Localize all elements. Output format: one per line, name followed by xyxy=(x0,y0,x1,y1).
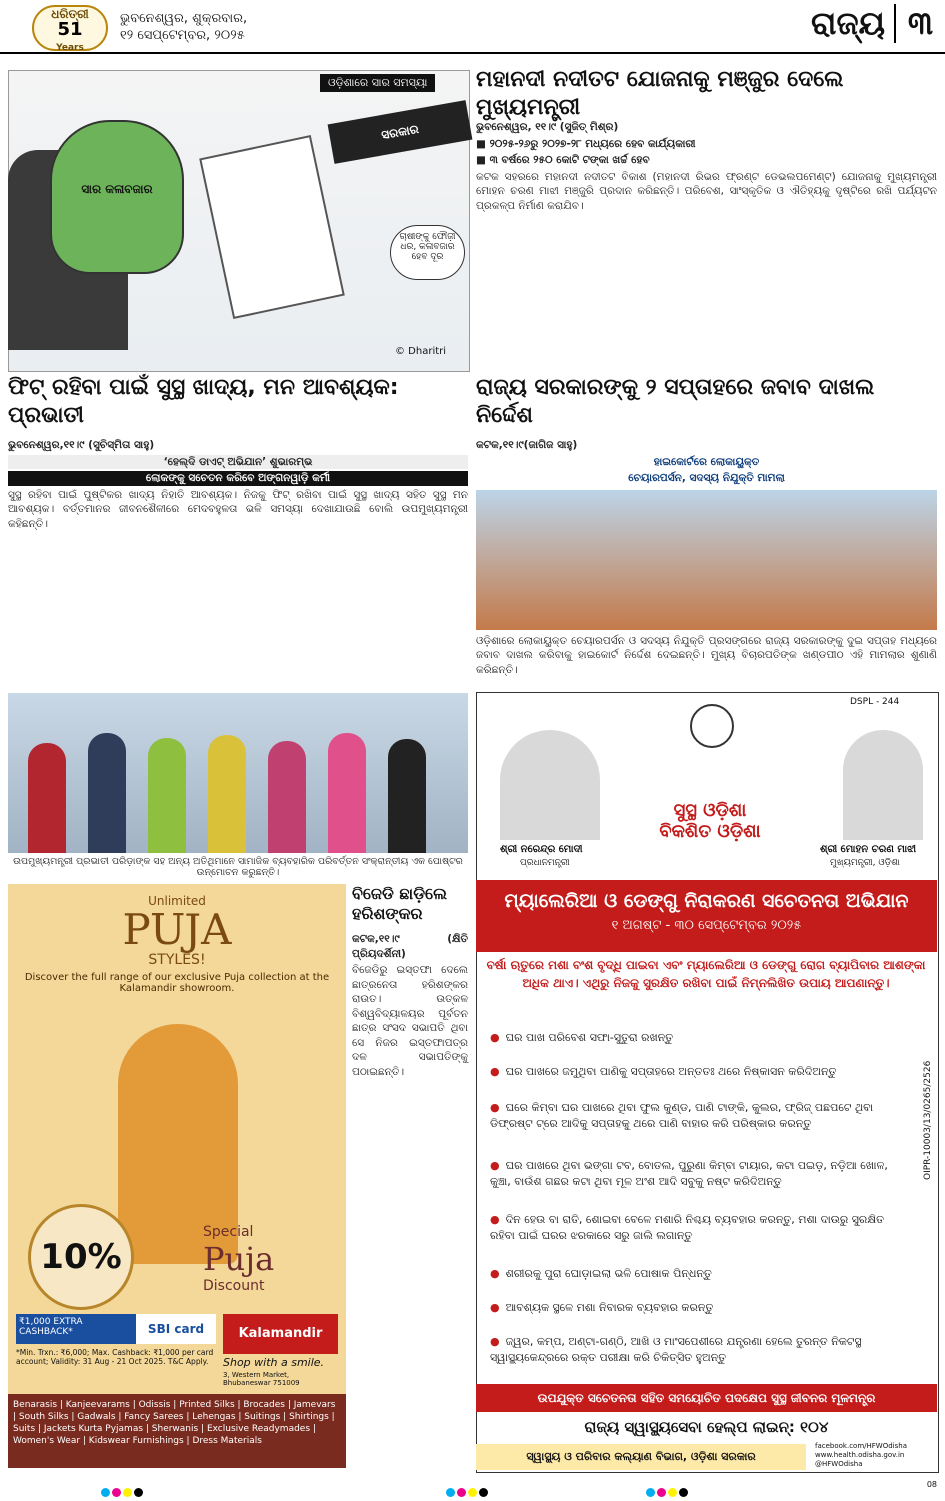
story3-body: ଓଡ଼ିଶାରେ ଲୋକାୟୁକ୍ତ ଚେୟାରପର୍ସନ ଓ ସଦସ୍ୟ ନିଯୁକ୍ତି ପ୍ରସଙ୍ଗରେ ରାଜ୍ୟ ସରକାରଙ୍କୁ ଦୁଇ ସପ୍ତାହ ମଧ୍ୟରେ ଜବାବ ଦାଖଲ କରିବାକୁ ହାଇକୋର୍ଟ ନିର୍ଦ୍ଦେଶ ଦେଇଛନ୍ତି। ମୁଖ୍ୟ ବିଚାରପତିଙ୍କ ଖଣ୍ଡପୀଠ ଏହି ମାମଲାର ଶୁଣାଣି କରିଛନ୍ତି। xyxy=(476,634,937,676)
twitter-link: @HFWOdisha xyxy=(815,1460,863,1468)
story2-column xyxy=(8,438,468,533)
tip-item: ● ଘର ପାଖରେ ଥିବା ଭଙ୍ଗା ଟବ, ବୋତଲ, ପୁରୁଣା କିମ୍ବା ଟାୟାର, କଟା ପଇଡ଼, ନଡ଼ିଆ ଖୋଳ, କୁଞ୍ଚା, ବାଉଁଶ ଗଛର କଟା ଥିବା ମୂଳ ଅଂଶ ଆଦି ସବୁକୁ ନଷ୍ଟ କରିଦିଅନ୍ତୁ xyxy=(490,1158,910,1190)
story3-subhead-1: ହାଇକୋର୍ଟରେ ଲୋକାୟୁକ୍ତ xyxy=(653,455,760,468)
discount-word: Discount xyxy=(203,1278,265,1294)
cm-photo xyxy=(843,730,923,840)
tip-item: ● ଜ୍ୱର, କମ୍ପ, ଅଣ୍ଟା-ଗଣ୍ଠି, ଆଖି ଓ ମାଂସପେଶୀରେ ଯନ୍ତ୍ରଣା ହେଲେ ତୁରନ୍ତ ନିକଟସ୍ଥ ସ୍ୱାସ୍ଥ୍ୟକେନ୍ଦ୍ରରେ ରକ୍ତ ପରୀକ୍ଷା କରି ଚିକିତ୍ସିତ ହୁଅନ୍ତୁ xyxy=(490,1334,910,1366)
photo-person xyxy=(148,738,186,853)
cartoon-speech-bubble: ଚାଷୀଙ୍କୁ ଫୌଜ଼ୀ ଧର, କଳାବଜାର ହେବ ଦୂର xyxy=(390,225,465,280)
event-photo xyxy=(8,693,468,853)
puja-ad-header xyxy=(8,894,346,998)
story1-headline: ମହାନଦୀ ନଦୀତଟ ଯୋଜନାକୁ ମଞ୍ଜୁର ଦେଲେ ମୁଖ୍ୟମନ୍ତ୍ରୀ xyxy=(476,67,844,120)
puja-word: Puja xyxy=(203,1240,275,1278)
puja-ad-unlimited: Unlimited xyxy=(148,894,206,908)
print-registration-strip xyxy=(0,1478,945,1497)
puja-ad-description: Discover the full range of our exclusive Puja collection at the Kalamandir showroom. xyxy=(24,972,330,994)
section-title: ରାଜ୍ୟ xyxy=(811,4,885,42)
story4-dateline: କଟକ,୧୧।୯ (କ୍ଷିତି ପ୍ରିୟଦର୍ଶିନୀ) xyxy=(352,933,468,960)
story2-tag: ‘ହେଲ୍‌ଦି ଡାଏଟ୍ ଅଭିଯାନ’ ଶୁଭାରମ୍ଭ xyxy=(8,455,468,470)
odisha-emblem-icon xyxy=(690,704,734,748)
department-name: ସ୍ୱାସ୍ଥ୍ୟ ଓ ପରିବାର କଲ୍ୟାଣ ବିଭାଗ, ଓଡ଼ିଶା ସରକାର xyxy=(476,1444,806,1470)
pm-role: ପ୍ରଧାନମନ୍ତ୍ରୀ xyxy=(520,858,570,868)
pm-name: ଶ୍ରୀ ନରେନ୍ଦ୍ର ମୋଦୀ xyxy=(500,844,583,855)
dharitri-51-years-logo xyxy=(32,5,108,51)
cm-role: ମୁଖ୍ୟମନ୍ତ୍ରୀ, ଓଡ଼ିଶା xyxy=(830,858,900,868)
story3-column xyxy=(476,438,937,679)
photo-caption: ଉପମୁଖ୍ୟମନ୍ତ୍ରୀ ପ୍ରଭାତୀ ପରିଡ଼ାଙ୍କ ସହ ଅନ୍ୟ ଅତିଥିମାନେ ସାମାଜିକ ବ୍ୟବହାରିକ ପରିବର୍ତ୍ତନ ସଂକ୍ରାନ୍ତୀୟ ଏକ ପୋଷ୍ଟର ଉନ୍ମୋଚନ କରୁଛନ୍ତି। xyxy=(13,856,463,878)
slogan-line-2: ବିକଶିତ ଓଡ଼ିଶା xyxy=(659,821,761,842)
cartoon-sack-label: ସାର କଳାବଜାର xyxy=(81,182,153,196)
story1-column xyxy=(476,120,937,215)
story2-headline: ଫିଟ୍ ରହିବା ପାଇଁ ସୁସ୍ଥ ଖାଦ୍ୟ, ମନ ଆବଶ୍ୟକ: ପ୍ରଭାତୀ xyxy=(8,375,399,428)
facebook-link: facebook.com/HFWOdisha xyxy=(815,1442,907,1450)
story2-subhead: ଲୋକଙ୍କୁ ସଚେତନ କରିବେ ଅଙ୍ଗନୱାଡ଼ି କର୍ମୀ xyxy=(8,471,468,486)
kalamandir-tagline: Shop with a smile. xyxy=(223,1356,325,1369)
campaign-dates: ୧ ଅଗଷ୍ଟ - ୩୦ ସେପ୍ଟେମ୍ବର ୨୦୨୫ xyxy=(611,918,802,933)
tip-item: ● ଦିନ ହେଉ ବା ରାତି, ଶୋଇବା ବେଳେ ମଶାରି ନିଶ୍ଚୟ ବ୍ୟବହାର କରନ୍ତୁ, ମଶା ଦାଉରୁ ସୁରକ୍ଷିତ ରହିବା ପାଇଁ ଘରର ଝରକାରେ ସରୁ ଜାଲି ଲଗାନ୍ତୁ xyxy=(490,1212,910,1244)
cartoon-fertilizer-sack xyxy=(50,120,184,274)
story3-headline: ରାଜ୍ୟ ସରକାରଙ୍କୁ ୨ ସପ୍ତାହରେ ଜବାବ ଦାଖଲ ନିର୍ଦ୍ଦେଶ xyxy=(476,375,875,428)
cartoon-credit: © Dharitri xyxy=(395,346,447,357)
campaign-intro: ବର୍ଷା ଋତୁରେ ମଶା ବଂଶ ବୃଦ୍ଧି ପାଇବା ଏବଂ ମ୍ୟାଲେରିଆ ଓ ଡେଙ୍ଗୁ ରୋଗ ବ୍ୟାପିବାର ଆଶଙ୍କା ଅଧିକ ଥାଏ। ଏଥିରୁ ନିଜକୁ ସୁରକ୍ଷିତ ରଖିବା ପାଇଁ ନିମ୍ନଲିଖିତ ଉପାୟ ଆପଣାନ୍ତୁ। xyxy=(486,958,926,990)
story2-dateline: ଭୁବନେଶ୍ୱର,୧୧।୯ (ସୁଚିସ୍ମିତା ସାହୁ) xyxy=(8,439,155,451)
cartoon-tag: ଓଡ଼ିଶାରେ ସାର ସମସ୍ୟା xyxy=(320,74,435,92)
logo-top-text: ଧରିତ୍ରୀ xyxy=(51,7,89,21)
kalamandir-puja-ad xyxy=(8,884,346,1468)
story1-body: କଟକ ସହରରେ ମହାନଦୀ ନଦୀତଟ ବିକାଶ (ମହାନଦୀ ରିଭର ଫ୍ରଣ୍ଟ ଡେଭଲପମେଣ୍ଟ) ଯୋଜନାକୁ ମୁଖ୍ୟମନ୍ତ୍ରୀ ମୋହନ ଚରଣ ମାଝୀ ମଞ୍ଜୁରି ପ୍ରଦାନ କରିଛନ୍ତି। ପରିବେଶ, ସାଂସ୍କୃତିକ ଓ ଐତିହ୍ୟକୁ ଦୃଷ୍ଟିରେ ରଖି ପର୍ଯ୍ୟଟନ ପ୍ରକଳ୍ପ ନିର୍ମାଣ କରାଯିବ। xyxy=(476,170,937,212)
discount-badge: 10% xyxy=(28,1204,134,1310)
cartoon-government-arm: ସରକାର xyxy=(328,100,473,164)
ad-reference: OIPR-10003/13/0265/2526 xyxy=(923,1060,933,1180)
kalamandir-logo: Kalamandir xyxy=(223,1314,338,1354)
kalamandir-address: 3, Western Market, Bhubaneswar 751009 xyxy=(223,1371,300,1387)
logo-number: 51 xyxy=(57,19,83,40)
dateline xyxy=(120,10,247,44)
cm-name: ଶ୍ରୀ ମୋହନ ଚରଣ ମାଝୀ xyxy=(820,844,917,855)
story1-dateline: ଭୁବନେଶ୍ୱର, ୧୧।୯ (ସୁଜିତ୍ ମିଶ୍ର) xyxy=(476,121,619,133)
photo-person xyxy=(88,733,126,853)
logo-years: Years xyxy=(56,43,84,53)
social-links xyxy=(815,1442,935,1469)
special-word: Special xyxy=(203,1224,254,1240)
dateline-place-day: ଭୁବନେଶ୍ୱର, ଶୁକ୍ରବାର, xyxy=(120,11,248,26)
story1-subhead-2: ■ ୩ ବର୍ଷରେ ୨୫୦ କୋଟି ଟଙ୍କା ଖର୍ଚ୍ଚ ହେବ xyxy=(476,154,650,166)
photo-person xyxy=(388,739,426,853)
campaign-title-banner xyxy=(476,880,937,952)
puja-ad-puja: PUJA xyxy=(122,905,232,954)
tip-item: ● ଘର ପାଖରେ ଜମୁଥିବା ପାଣିକୁ ସପ୍ତାହରେ ଅନ୍ତତଃ ଥରେ ନିଷ୍କାସନ କରିଦିଅନ୍ତୁ xyxy=(490,1064,910,1080)
story4-headline: ବିଜେଡି ଛାଡ଼ିଲେ ହରିଶଙ୍କର xyxy=(352,884,447,923)
tip-item: ● ଶରୀରକୁ ପୁରା ଘୋଡ଼ାଇଲା ଭଳି ପୋଷାକ ପିନ୍ଧନ୍ତୁ xyxy=(490,1266,910,1282)
website-link: www.health.odisha.gov.in xyxy=(815,1451,905,1459)
story1-subhead-1: ■ ୨୦୨୫-୨୬ରୁ ୨୦୨୭-୨୮ ମଧ୍ୟରେ ହେବ କାର୍ଯ୍ୟକାରୀ xyxy=(476,137,696,150)
healthy-odisha-slogan xyxy=(610,800,810,842)
tip-item: ● ଆବଶ୍ୟକ ସ୍ଥଳେ ମଶା ନିବାରକ ବ୍ୟବହାର କରନ୍ତୁ xyxy=(490,1300,910,1316)
pm-photo xyxy=(500,730,600,840)
tip-item: ● ଘରେ କିମ୍ବା ଘର ପାଖରେ ଥିବା ଫୁଲ କୁଣ୍ଡ, ପାଣି ଟାଙ୍କି, କୁଲର, ଫ୍ରିଜ୍ ପଛପଟେ ଥିବା ଡିଫ୍ରଷ୍ଟ ଟ୍ରେ ଆଦିକୁ ସପ୍ତାହକୁ ଥରେ ପାଣି ବାହାର କରି ପରିଷ୍କାର କରନ୍ତୁ xyxy=(490,1100,910,1132)
special-puja-discount xyxy=(203,1224,274,1294)
footer-page-code: 08 xyxy=(926,1480,937,1489)
photo-person xyxy=(208,735,246,853)
helpline: ରାଜ୍ୟ ସ୍ୱାସ୍ଥ୍ୟସେବା ହେଲ୍ପ ଲାଇନ୍: ୧୦୪ xyxy=(584,1418,829,1436)
puja-ad-styles: STYLES! xyxy=(148,952,206,968)
photo-person xyxy=(28,743,66,853)
high-court-photo xyxy=(476,490,937,630)
ad-code: DSPL - 244 xyxy=(850,697,900,707)
puja-ad-terms: *Min. Trxn.: ₹6,000; Max. Cashback: ₹1,000 per card account; Validity: 31 Aug - 21 Oct 2025. T&C Apply. xyxy=(16,1348,214,1366)
story2-body: ସୁସ୍ଥ ରହିବା ପାଇଁ ପୁଷ୍ଟିକର ଖାଦ୍ୟ ନିହାତି ଆବଶ୍ୟକ। ନିଜକୁ ଫିଟ୍ ରଖିବା ପାଇଁ ସୁସ୍ଥ ଖାଦ୍ୟ ସହିତ ସୁସ୍ଥ ମନ ଆବଶ୍ୟକ। ବର୍ତ୍ତମାନର ଜୀବନଶୈଳୀରେ ମେଦବହୁଳତା ଭଳି ସମସ୍ୟା ଦେଖାଯାଉଛି ବୋଲି ଉପମୁଖ୍ୟମନ୍ତ୍ରୀ କହିଛନ୍ତି। xyxy=(8,488,468,530)
campaign-title: ମ୍ୟାଲେରିଆ ଓ ଡେଙ୍ଗୁ ନିରାକରଣ ସଚେତନତା ଅଭିଯାନ xyxy=(504,890,909,912)
slogan-line-1: ସୁସ୍ଥ ଓଡ଼ିଶା xyxy=(673,800,747,821)
story3-subhead-2: ଚେୟାରପର୍ସନ, ସଦସ୍ୟ ନିଯୁକ୍ତି ମାମଲା xyxy=(628,472,785,484)
story3-dateline: କଟକ,୧୧।୯(ଜାଗିଜ ସାହୁ) xyxy=(476,439,578,451)
campaign-slogan: ଉପଯୁକ୍ତ ସଚେତନତା ସହିତ ସମୟୋଚିତ ପଦକ୍ଷେପ ସୁସ୍ଥ ଜୀବନର ମୂଳମନ୍ତ୍ର xyxy=(476,1384,937,1412)
page-number: ୩ xyxy=(894,4,933,43)
puja-ad-range: Benarasis | Kanjeevarams | Odissis | Printed Silks | Brocades | Jamevars | South Silks | Gadwals | Fancy Sarees | Lehengas | Suitings | Shirtings | Suits | Jackets Kurta Pyjamas | Sherwanis | Exclusive Readymades | Women's Wear | Kidswear Furnishings | Dress Materials xyxy=(8,1394,346,1468)
tip-item: ● ଘର ପାଖ ପରିବେଶ ସଫା-ସୁତୁରା ରଖନ୍ତୁ xyxy=(490,1030,910,1046)
cashback-box: ₹1,000 EXTRA CASHBACK* xyxy=(16,1314,136,1344)
story4-column xyxy=(352,932,468,1081)
photo-person xyxy=(268,741,306,853)
dateline-date: ୧୨ ସେପ୍ଟେମ୍ବର, ୨୦୨୫ xyxy=(120,28,245,43)
story4-body: ବିଜେଡିରୁ ଇସ୍ତଫା ଦେଲେ ଛାତ୍ରନେତା ହରିଶଙ୍କର ରାଉତ। ଉତ୍କଳ ବିଶ୍ୱବିଦ୍ୟାଳୟର ପୂର୍ବତନ ଛାତ୍ର ସଂସଦ ସଭାପତି ଥିବା ସେ ନିଜର ଇସ୍ତଫାପତ୍ର ଦଳ ସଭାପତିଙ୍କୁ ପଠାଇଛନ୍ତି। xyxy=(352,964,468,1078)
photo-person xyxy=(328,733,366,853)
sbi-card-logo: SBI card xyxy=(136,1314,216,1344)
